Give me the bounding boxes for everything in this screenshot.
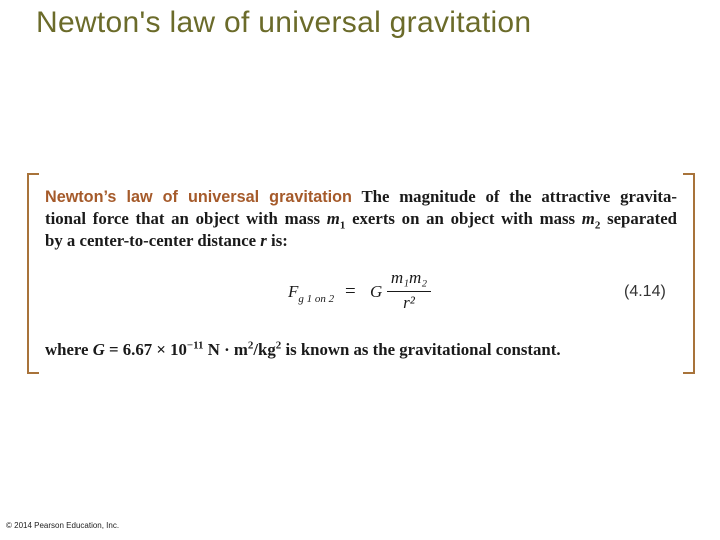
- constant-exponent: −11: [186, 339, 204, 352]
- definition-line-1-rest: The magnitude of the attractive gravita-: [361, 187, 677, 206]
- constant-definition-line: [45, 340, 561, 360]
- line-3-text-b: is:: [271, 231, 288, 250]
- copyright-notice: © 2014 Pearson Education, Inc.: [6, 521, 120, 530]
- fraction-denominator: r²: [403, 293, 415, 312]
- equation-number: (4.14): [624, 283, 666, 300]
- mass-2-variable: m: [581, 209, 595, 228]
- units-part-1: N · m: [207, 340, 248, 359]
- mass-2-subscript: 2: [594, 219, 601, 232]
- definition-box: [45, 186, 677, 252]
- fraction-numerator: m₁m₂: [390, 268, 428, 287]
- force-subscript: g 1 on 2: [298, 293, 335, 305]
- definition-line-1: [45, 186, 677, 208]
- force-symbol: F: [288, 282, 299, 301]
- constant-description: is known as the gravitational constant.: [285, 340, 561, 359]
- equals-sign: =: [345, 281, 356, 302]
- line-2-text-b: exerts on an object with mass: [352, 209, 576, 228]
- constant-value: = 6.67 × 10: [109, 340, 187, 359]
- line-2-text-c: separated: [607, 209, 677, 228]
- where-prefix: where: [45, 340, 89, 359]
- line-2-text-a: tional force that an object with mass: [45, 209, 321, 228]
- constant-variable: G: [92, 340, 105, 359]
- box-right-bracket: [683, 173, 695, 374]
- units-exponent-2: 2: [275, 339, 282, 352]
- equation-lhs: [288, 282, 335, 305]
- mass-1-subscript: 1: [339, 219, 346, 232]
- definition-line-2: [45, 208, 677, 230]
- mass-1-variable: m: [326, 209, 340, 228]
- units-part-2: /kg: [253, 340, 276, 359]
- line-3-text-a: by a center-to-center distance: [45, 231, 257, 250]
- slide-title: Newton's law of universal gravitation: [36, 6, 532, 39]
- definition-line-3: [45, 230, 677, 252]
- box-left-bracket: [27, 173, 39, 374]
- definition-term: Newton’s law of universal gravitation: [45, 188, 352, 206]
- distance-variable: r: [260, 231, 267, 250]
- units-exponent-1: 2: [247, 339, 254, 352]
- gravitational-constant-symbol: G: [370, 282, 383, 301]
